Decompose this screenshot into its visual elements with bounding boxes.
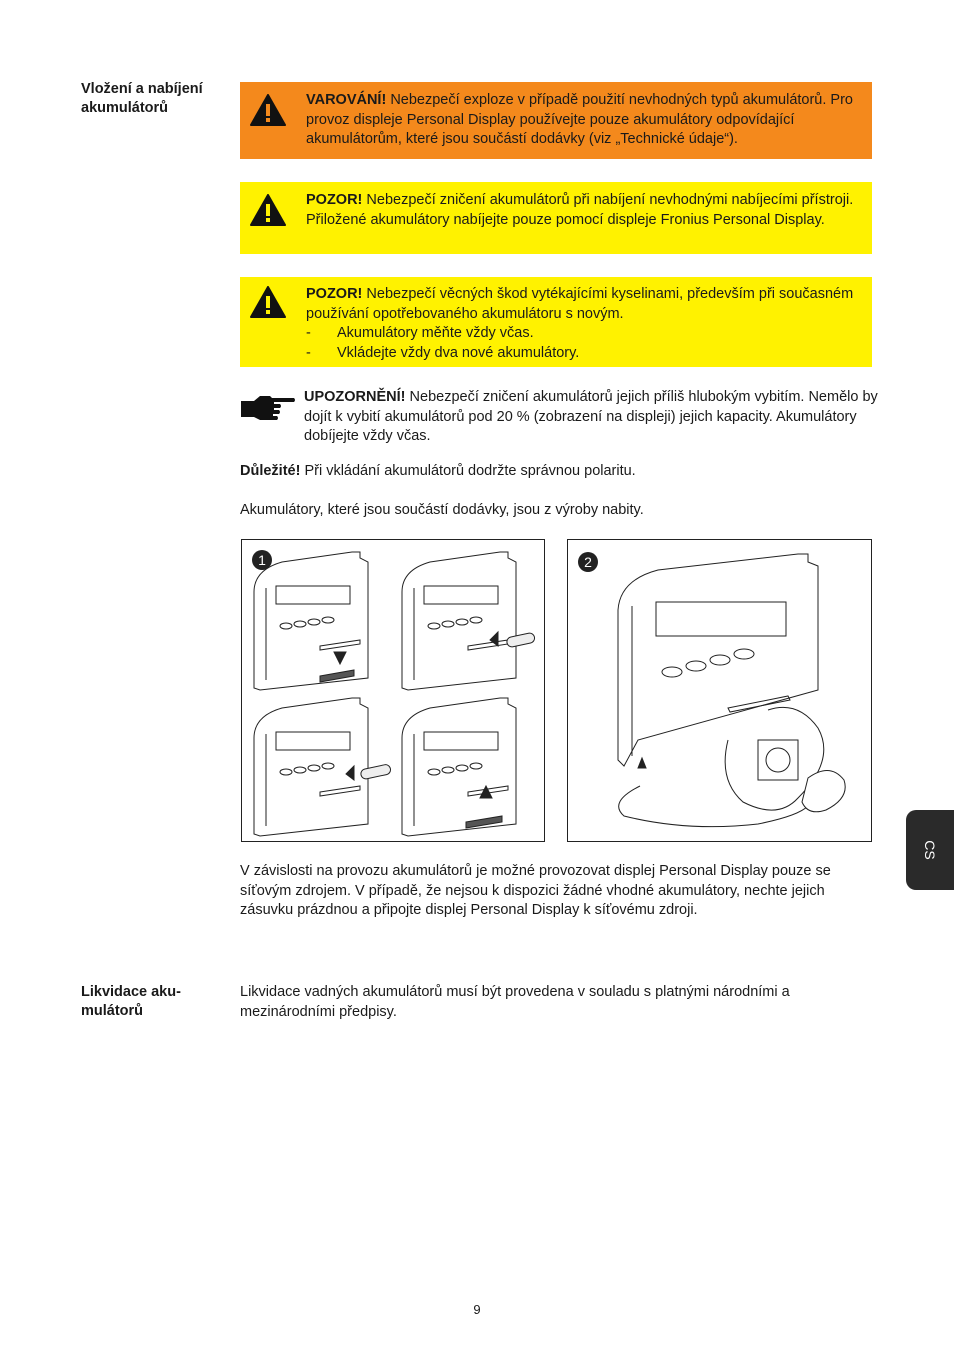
caution-triangle-icon [250,194,286,226]
pointing-hand-icon [240,392,296,424]
language-tab-label: CS [922,840,938,860]
section-heading-disposal: Likvidace aku-mulátorů [81,984,181,1019]
figure-number: 2 [584,554,592,570]
warning-label: VAROVÁNÍ! [306,92,387,108]
caution-box-charging [240,182,872,254]
caution-box-acid [240,277,872,367]
notice-label: UPOZORNĚNÍ! [304,389,406,405]
caution-label: POZOR! [306,286,363,302]
page-number: 9 [473,1302,481,1317]
battery-insertion-illustration [242,540,544,841]
list-item: - Vkládejte vždy dva nové akumulátory. [306,344,580,361]
figure-mains-adapter [567,539,872,842]
important-note: Důležité! Při vkládání akumulátorů dodržte správnou polaritu. [240,463,636,479]
mains-operation-text: V závislosti na provozu akumulátorů je možné provozovat displej Personal Display pouze se síťovým zdrojem. V případě, že nejsou k dispozici žádné vhodné akumulátory, nechte jejich zásuvku prázdnou a připojte displej Personal Display k síťovému zdroji. [240,863,831,918]
important-label: Důležité! [240,463,301,479]
caution-label: POZOR! [306,192,363,208]
supplied-batteries-text: Akumulátory, které jsou součástí dodávky, jsou z výroby nabity. [240,502,644,518]
figure-number: 1 [258,552,266,568]
caution-text-acid: POZOR! Nebezpečí věcných škod vytékajícími kyselinami, především při současném používání opotřebovaného akumulátoru s novým. - Akumulátory měňte vždy včas. - Vkládejte vždy dva nové akumulátory. [306,285,860,363]
warning-triangle-icon [250,94,286,126]
warning-text: VAROVÁNÍ! Nebezpečí exploze v případě použití nevhodných typů akumulátorů. Pro provoz displeje Personal Display používejte pouze akumulátory odpovídající akumulátorům, které jsou součástí dodávky (viz „Technické údaje“). [306,92,853,147]
caution-triangle-icon [250,286,286,318]
figure-battery-insertion [241,539,545,842]
notice-text: UPOZORNĚNÍ! Nebezpečí zničení akumulátorů jejich příliš hlubokým vybitím. Nemělo by dojít k vybití akumulátorů pod 20 % (zobrazení na displeji) jejich kapacity. Akumulátory dobíjejte vždy včas. [304,389,878,444]
warning-box [240,82,872,159]
caution-text-charging: POZOR! Nebezpečí zničení akumulátorů při nabíjení nevhodnými nabíjecími přístroji. Přiložené akumulátory nabíjejte pouze pomocí displeje Fronius Personal Display. [306,192,854,228]
section-heading-insert-charge: Vložení a nabíjení akumulátorů [81,81,203,116]
disposal-text: Likvidace vadných akumulátorů musí být provedena v souladu s platnými národními a mezinárodními předpisy. [240,984,790,1020]
list-item: - Akumulátory měňte vždy včas. [306,325,534,341]
language-tab[interactable] [906,810,954,890]
mains-adapter-illustration [568,540,871,841]
